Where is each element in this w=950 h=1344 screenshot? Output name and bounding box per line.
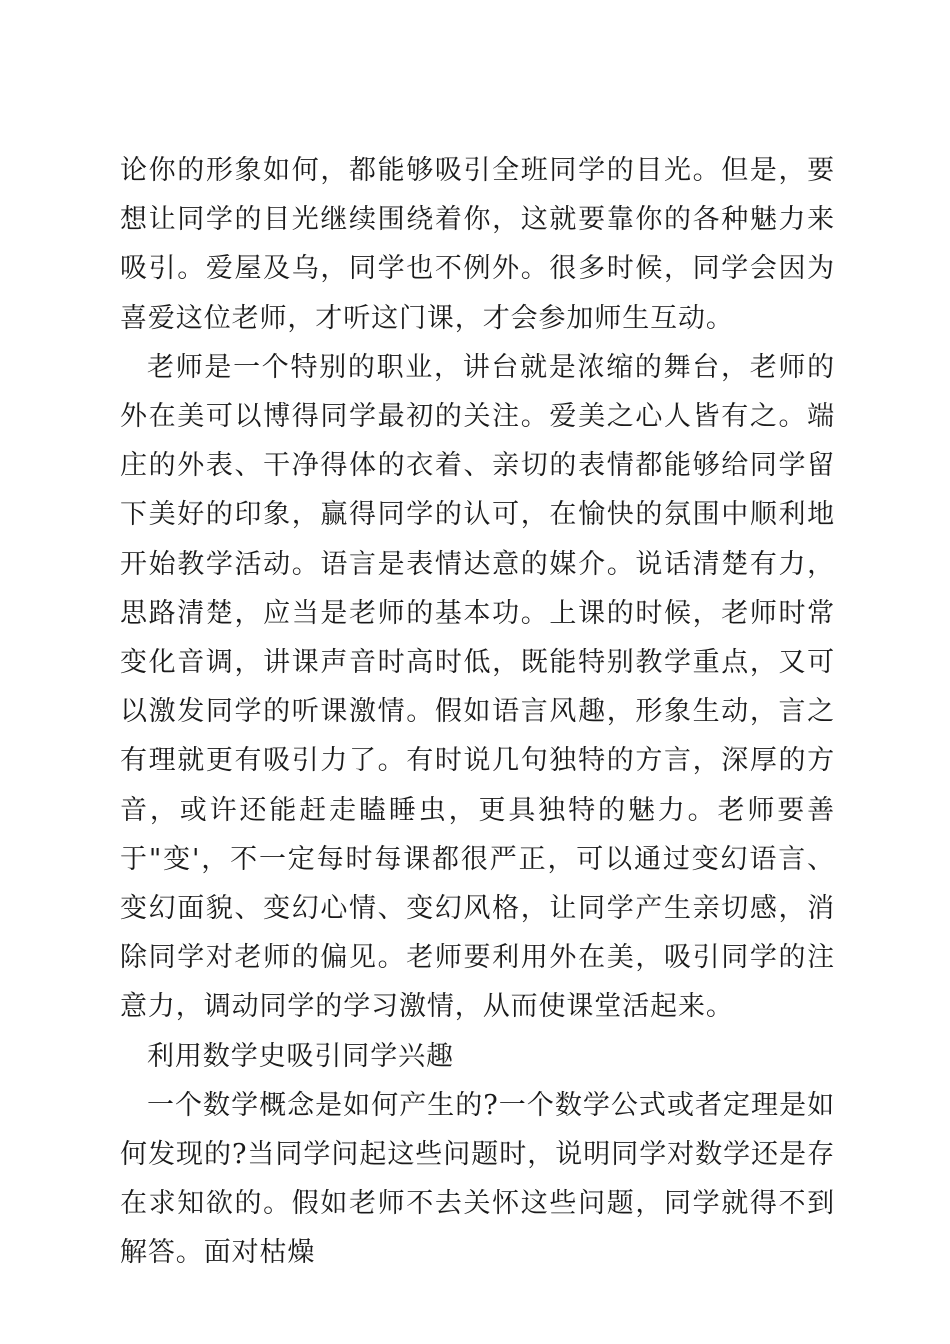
paragraph-continuation: 论你的形象如何，都能够吸引全班同学的目光。但是，要想让同学的目光继续围绕着你，这就要靠你的各种魅力来吸引。爱屋及乌，同学也不例外。很多时候，同学会因为喜爱这位老师，才听这门课，才会参加师生互动。: [120, 155, 835, 334]
paragraph-math-history: 一个数学概念是如何产生的?一个数学公式或者定理是如何发现的?当同学问起这些问题时，说明同学对数学还是存在求知欲的。假如老师不去关怀这些问题，同学就得不到解答。面对枯燥: [120, 1089, 835, 1269]
section-heading: 利用数学史吸引同学兴趣: [147, 1040, 454, 1072]
paragraph-teacher-appearance: 老师是一个特别的职业，讲台就是浓缩的舞台，老师的外在美可以博得同学最初的关注。爱美之心人皆有之。端庄的外表、干净得体的衣着、亲切的表情都能够给同学留下美好的印象，赢得同学的认可，在愉快的氛围中顺利地开始教学活动。语言是表情达意的媒介。说话清楚有力，思路清楚，应当是老师的基本功。上课的时候，老师时常变化音调，讲课声音时高时低，既能特别教学重点，又可以激发同学的听课激情。假如语言风趣，形象生动，言之有理就更有吸引力了。有时说几句独特的方言，深厚的方音，或许还能赶走瞌睡虫，更具独特的魅力。老师要善于"变'，不一定每时每课都很严正，可以通过变幻语言、变幻面貌、变幻心情、变幻风格，让同学产生亲切感，消除同学对老师的偏见。老师要利用外在美，吸引同学的注意力，调动同学的学习激情，从而使课堂活起来。: [120, 351, 835, 1023]
document-body: [120, 146, 835, 1278]
